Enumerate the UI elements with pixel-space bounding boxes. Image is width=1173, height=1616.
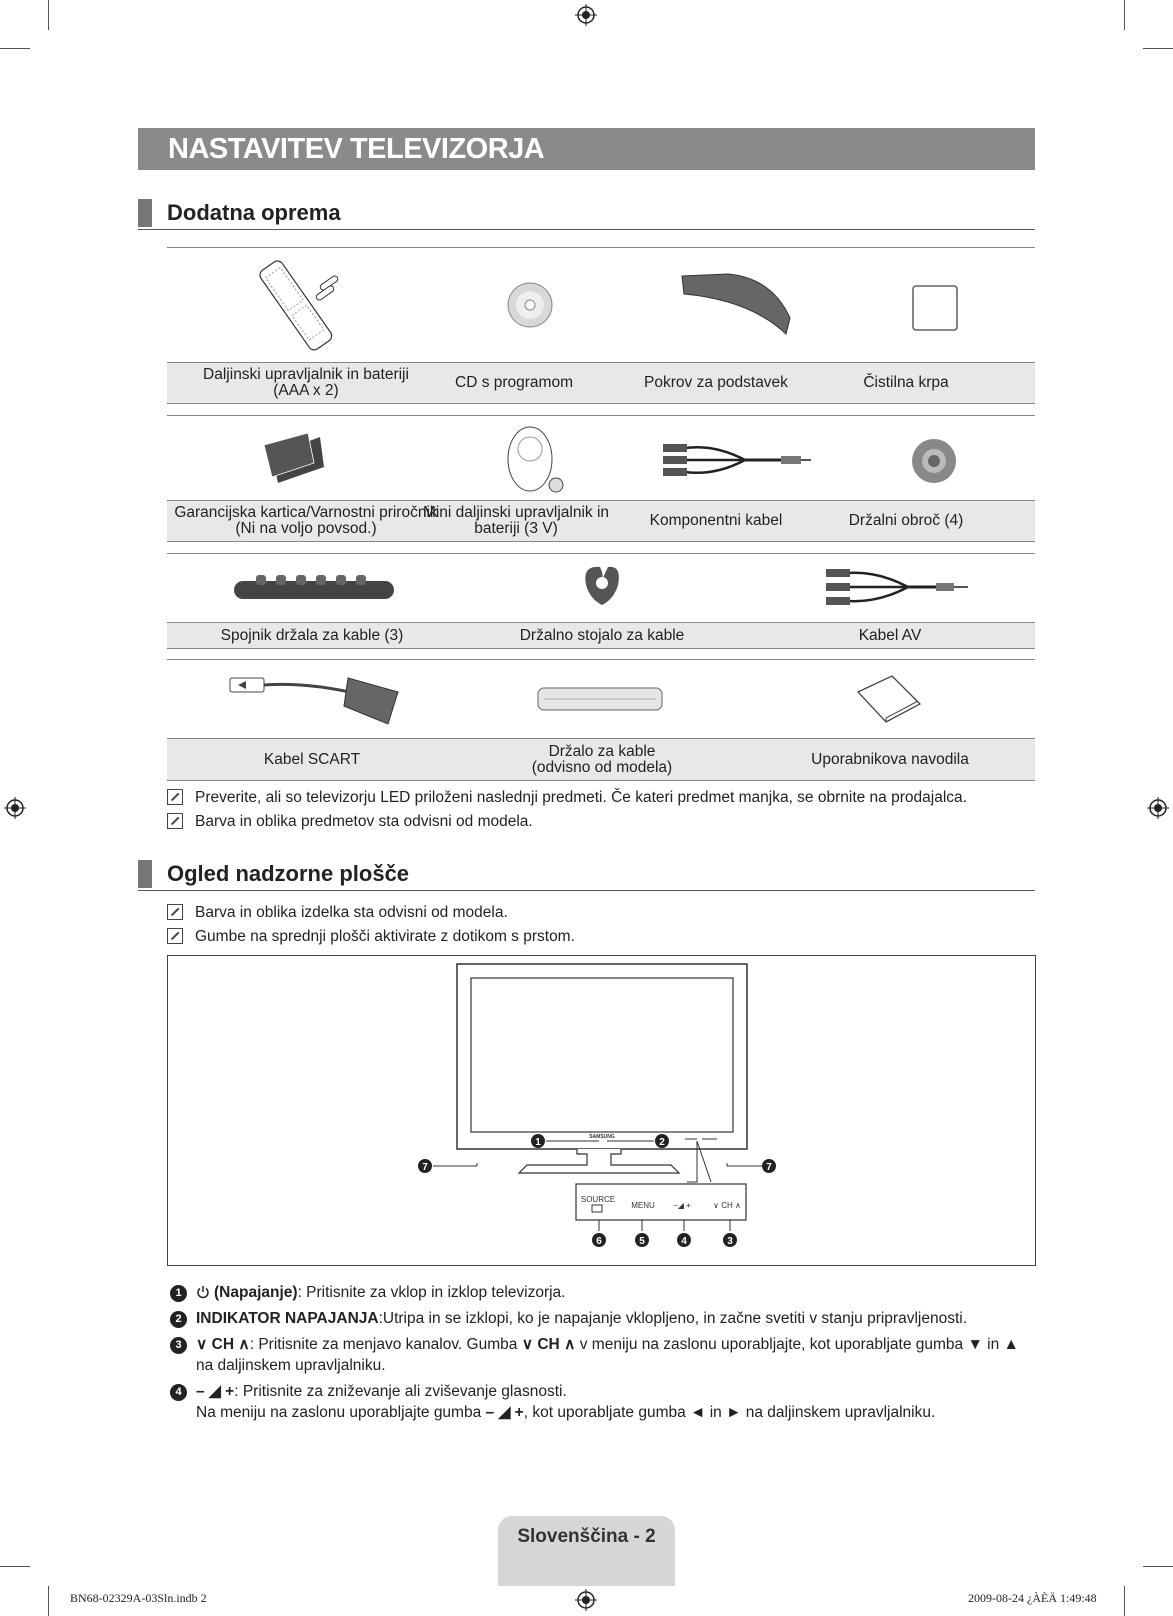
accessory-label: Mini daljinski upravljalnik in bateriji (3 V) <box>422 504 610 537</box>
callout-7: 7 <box>766 1162 772 1173</box>
cable-stand-image <box>580 561 624 609</box>
registration-mark-icon <box>575 4 597 26</box>
av-cable-image <box>818 565 970 609</box>
warranty-card-image <box>262 433 326 485</box>
panel-item: 2 INDIKATOR NAPAJANJA:Utripa in se izklopi, ko je napajanje vklopljeno, in začne svetiti v stanju pripravljenosti. <box>170 1308 187 1329</box>
panel-item: 3 ∨ CH ∧: Pritisnite za menjavo kanalov. Gumba ∨ CH ∧ v meniju na zaslonu uporabljajte, kot uporabljate gumba ▼ in ▲ na daljinskem upravljalniku. <box>170 1334 187 1355</box>
chevron-down-icon: ∨ <box>196 1336 208 1353</box>
accessory-label: Komponentni kabel <box>649 512 783 529</box>
menu-button-label: MENU <box>631 1201 655 1210</box>
section-title: Dodatna oprema <box>167 200 341 225</box>
cable-holder-image <box>536 684 664 714</box>
panel-item: 1 (Napajanje): Pritisnite za vklop in izklop televizorja. <box>170 1282 187 1303</box>
registration-mark-icon <box>1147 797 1169 819</box>
note-icon <box>167 904 183 920</box>
chevron-down-icon: ∨ <box>521 1336 534 1353</box>
note-icon <box>167 928 183 944</box>
stand-cover-image <box>680 272 792 338</box>
brand-logo: SAMSUNG <box>589 1134 615 1140</box>
note: Barva in oblika predmetov sta odvisni od modela. <box>167 812 533 832</box>
accessory-label: Držalno stojalo za kable <box>519 626 685 644</box>
accessory-caption-row <box>167 738 1035 781</box>
accessory-label: Uporabnikova navodila <box>811 750 969 768</box>
callout-7: 7 <box>422 1162 428 1173</box>
panel-item: 4 – ◢ +: Pritisnite za zniževanje ali zviševanje glasnosti. Na meniju na zaslonu uporabljajte gumba – ◢ +, kot uporabljate gumba ◄ in ► na daljinskem upravljalniku. <box>170 1381 187 1402</box>
file-name: BN68-02329A-03Sln.indb 2 <box>70 1591 207 1605</box>
accessory-label: Držalni obroč (4) <box>848 512 964 529</box>
page-title-banner <box>138 128 1035 170</box>
section-heading-control-panel <box>138 860 1035 891</box>
note: Barva in oblika izdelka sta odvisni od modela. <box>167 903 508 923</box>
callout-2: 2 <box>659 1137 665 1148</box>
user-manual-image <box>856 674 922 724</box>
holder-ring-image <box>910 437 958 485</box>
accessory-label: CD s programom <box>455 374 573 391</box>
power-icon <box>196 1285 210 1299</box>
accessory-label: Pokrov za podstavek <box>644 374 788 391</box>
accessory-label: Kabel SCART <box>263 750 361 768</box>
note-icon <box>167 789 183 805</box>
callout-4: 4 <box>681 1236 687 1247</box>
note: Gumbe na sprednji plošči aktivirate z dotikom s prstom. <box>167 927 575 947</box>
callout-1: 1 <box>535 1137 541 1148</box>
accessory-label: Spojnik držala za kable (3) <box>220 626 404 644</box>
cable-tie-connector-image <box>232 571 396 605</box>
component-cable-image <box>655 438 815 482</box>
accessory-label: Daljinski upravljalnik in bateriji (AAA x 2) <box>203 366 409 399</box>
chevron-up-icon: ∧ <box>238 1336 250 1353</box>
volume-button-label: –◢ + <box>673 1201 691 1210</box>
note: Preverite, ali so televizorju LED priloženi naslednji predmeti. Če kateri predmet manjka, se obrnite na prodajalca. <box>167 788 967 808</box>
accessory-label: Garancijska kartica/Varnostni priročnik (Ni na voljo povsod.) <box>174 504 438 537</box>
note-icon <box>167 813 183 829</box>
section-title: Ogled nadzorne plošče <box>167 861 410 886</box>
registration-mark-icon <box>4 797 26 819</box>
chevron-up-icon: ∧ <box>564 1336 576 1353</box>
mini-remote-image <box>504 425 568 493</box>
source-button-label: SOURCE <box>580 1195 616 1204</box>
tv-diagram-drawing <box>167 955 1035 1265</box>
accessory-label: Čistilna krpa <box>863 374 949 391</box>
callout-3: 3 <box>727 1236 733 1247</box>
accessory-caption-row <box>167 362 1035 404</box>
callout-6: 6 <box>596 1236 602 1247</box>
channel-button-label: ∨ CH ∧ <box>713 1201 741 1210</box>
page-title: NASTAVITEV TELEVIZORJA <box>168 133 545 165</box>
page-number-tab <box>498 1516 675 1586</box>
registration-mark-icon <box>575 1589 597 1611</box>
accessory-caption-row <box>167 622 1035 649</box>
print-timestamp: 2009-08-24 ¿ÀÈÄ 1:49:48 <box>968 1591 1097 1605</box>
cleaning-cloth-image <box>910 283 960 333</box>
page-number: Slovenščina - 2 <box>517 1526 656 1547</box>
remote-control-image <box>245 258 345 354</box>
cd-image <box>506 281 554 329</box>
callout-5: 5 <box>639 1236 645 1247</box>
section-heading-accessories <box>138 199 1035 230</box>
accessory-label: Držalo za kable (odvisno od modela) <box>531 742 673 776</box>
accessory-caption-row <box>167 500 1035 542</box>
accessory-label: Kabel AV <box>858 626 922 644</box>
scart-cable-image <box>228 670 404 726</box>
